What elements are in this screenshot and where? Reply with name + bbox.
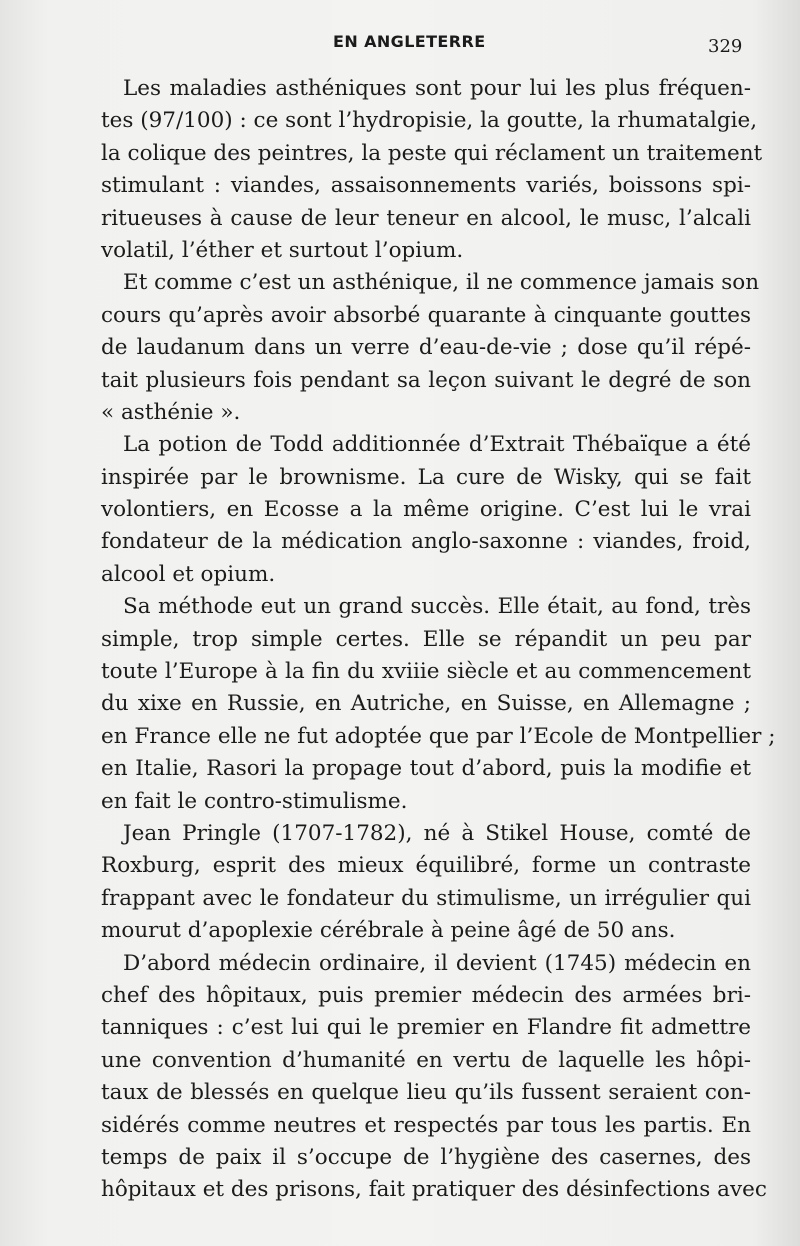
text-line: « asthénie ».: [101, 399, 241, 425]
text-line: en France elle ne fut adoptée que par l’Ecole de Montpellier ;: [101, 723, 776, 749]
text-line: chef des hôpitaux, puis premier médecin des armées bri-: [101, 982, 751, 1008]
text-line: cours qu’après avoir absorbé quarante à cinquante gouttes: [101, 302, 751, 328]
text-line: Sa méthode eut un grand succès. Elle était, au fond, très: [123, 594, 751, 620]
text-line: en Italie, Rasori la propage tout d’abord, puis la modifie et: [101, 756, 751, 782]
text-line: D’abord médecin ordinaire, il devient (1745) médecin en: [123, 950, 751, 976]
text-line: Les maladies asthéniques sont pour lui les plus fréquen-: [123, 76, 751, 101]
page-number: 329: [708, 36, 743, 57]
text-line: mourut d’apoplexie cérébrale à peine âgé de 50 ans.: [101, 918, 676, 944]
text-line: du xixe en Russie, en Autriche, en Suisse, en Allemagne ;: [101, 691, 751, 717]
text-line: volatil, l’éther et surtout l’opium.: [101, 237, 464, 263]
text-line: alcool et opium.: [101, 561, 276, 587]
text-line: sidérés comme neutres et respectés par tous les partis. En: [101, 1112, 751, 1138]
text-line: volontiers, en Ecosse a la même origine. C’est lui le vrai: [101, 497, 751, 523]
body-text: [101, 73, 776, 1207]
text-line: Et comme c’est un asthénique, il ne commence jamais son: [123, 270, 760, 296]
text-line: frappant avec le fondateur du stimulisme, un irrégulier qui: [101, 885, 751, 911]
running-title: EN ANGLETERRE: [333, 32, 486, 51]
text-line: ritueuses à cause de leur teneur en alcool, le musc, l’alcali: [101, 205, 751, 231]
text-line: hôpitaux et des prisons, fait pratiquer des désinfections avec: [101, 1177, 767, 1203]
text-line: tes (97/100) : ce sont l’hydropisie, la goutte, la rhumatalgie,: [101, 108, 758, 134]
text-line: de laudanum dans un verre d’eau-de-vie ; dose qu’il répé-: [101, 335, 751, 361]
text-line: toute l’Europe à la fin du xviiie siècle et au commencement: [101, 659, 751, 685]
text-line: en fait le contro-stimulisme.: [101, 788, 408, 814]
page-header: [0, 32, 800, 58]
text-line: Jean Pringle (1707-1782), né à Stikel House, comté de: [123, 820, 751, 846]
text-line: tanniques : c’est lui qui le premier en Flandre fit admettre: [101, 1015, 751, 1041]
text-line: stimulant : viandes, assaisonnements variés, boissons spi-: [101, 173, 751, 199]
text-line: tait plusieurs fois pendant sa leçon suivant le degré de son: [101, 367, 751, 393]
text-line: taux de blessés en quelque lieu qu’ils fussent seraient con-: [101, 1080, 751, 1106]
text-line: Roxburg, esprit des mieux équilibré, forme un contraste: [101, 853, 751, 879]
text-line: inspirée par le brownisme. La cure de Wisky, qui se fait: [101, 464, 751, 490]
text-line: une convention d’humanité en vertu de laquelle les hôpi-: [101, 1047, 751, 1073]
text-line: La potion de Todd additionnée d’Extrait Thébaïque a été: [123, 432, 751, 458]
text-line: la colique des peintres, la peste qui réclament un traitement: [101, 140, 763, 166]
text-line: temps de paix il s’occupe de l’hygiène des casernes, des: [101, 1144, 751, 1170]
text-line: fondateur de la médication anglo-saxonne : viandes, froid,: [101, 529, 751, 555]
text-line: simple, trop simple certes. Elle se répandit un peu par: [101, 626, 751, 652]
